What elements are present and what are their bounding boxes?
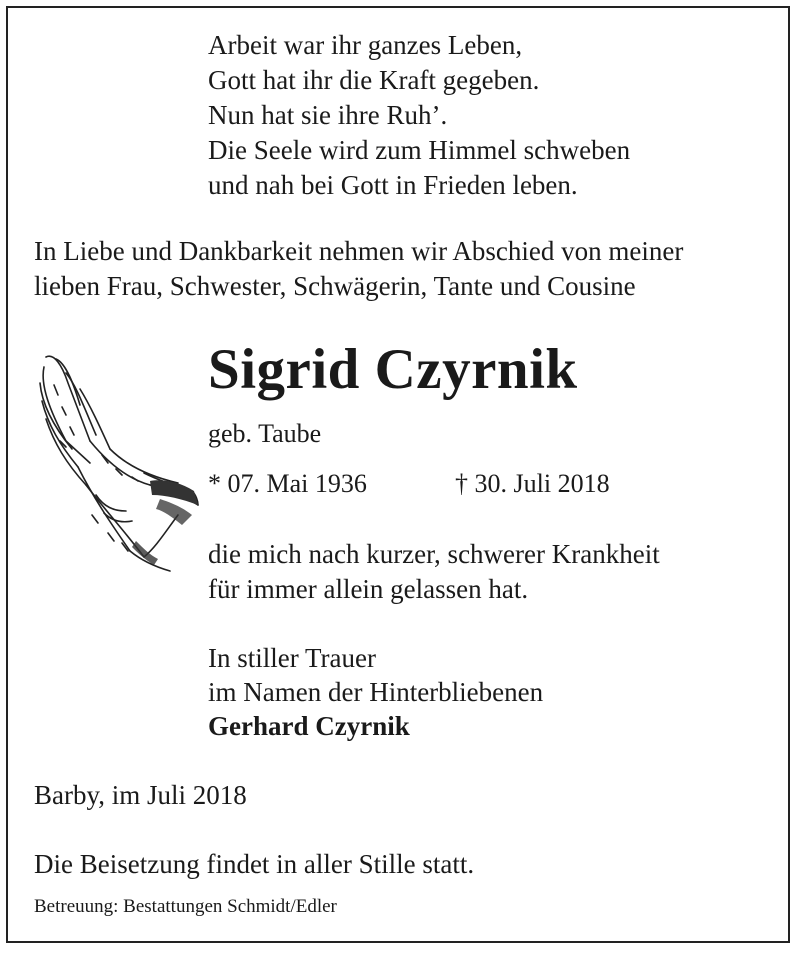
poem-line: Arbeit war ihr ganzes Leben, [208,30,523,60]
mourners-block [208,641,543,743]
poem-line: Die Seele wird zum Himmel schweben [208,135,631,165]
tribute-line: für immer allein gelassen hat. [208,574,529,604]
birth-date: * 07. Mai 1936 [208,469,367,498]
mourning-line: In stiller Trauer [208,643,376,673]
maiden-name: geb. Taube [208,419,322,448]
praying-hands-icon [32,345,202,575]
intro-line: In Liebe und Dankbarkeit nehmen wir Abschied von meiner [34,236,684,266]
poem-line: Gott hat ihr die Kraft gegeben. [208,65,540,95]
place-date: Barby, im Juli 2018 [34,780,247,810]
mourning-line: im Namen der Hinterbliebenen [208,677,544,707]
signer-name: Gerhard Czyrnik [208,711,410,741]
deceased-name: Sigrid Czyrnik [208,338,578,401]
death-date: † 30. Juli 2018 [455,469,610,498]
tribute-text [208,537,660,607]
burial-note: Die Beisetzung findet in aller Stille statt. [34,849,475,879]
poem-line: und nah bei Gott in Frieden leben. [208,170,578,200]
tribute-line: die mich nach kurzer, schwerer Krankheit [208,539,660,569]
intro-line: lieben Frau, Schwester, Schwägerin, Tante und Cousine [34,271,636,301]
poem [208,28,630,203]
poem-line: Nun hat sie ihre Ruh’. [208,100,448,130]
intro-text [34,234,683,304]
undertaker-credit: Betreuung: Bestattungen Schmidt/Edler [34,896,337,917]
